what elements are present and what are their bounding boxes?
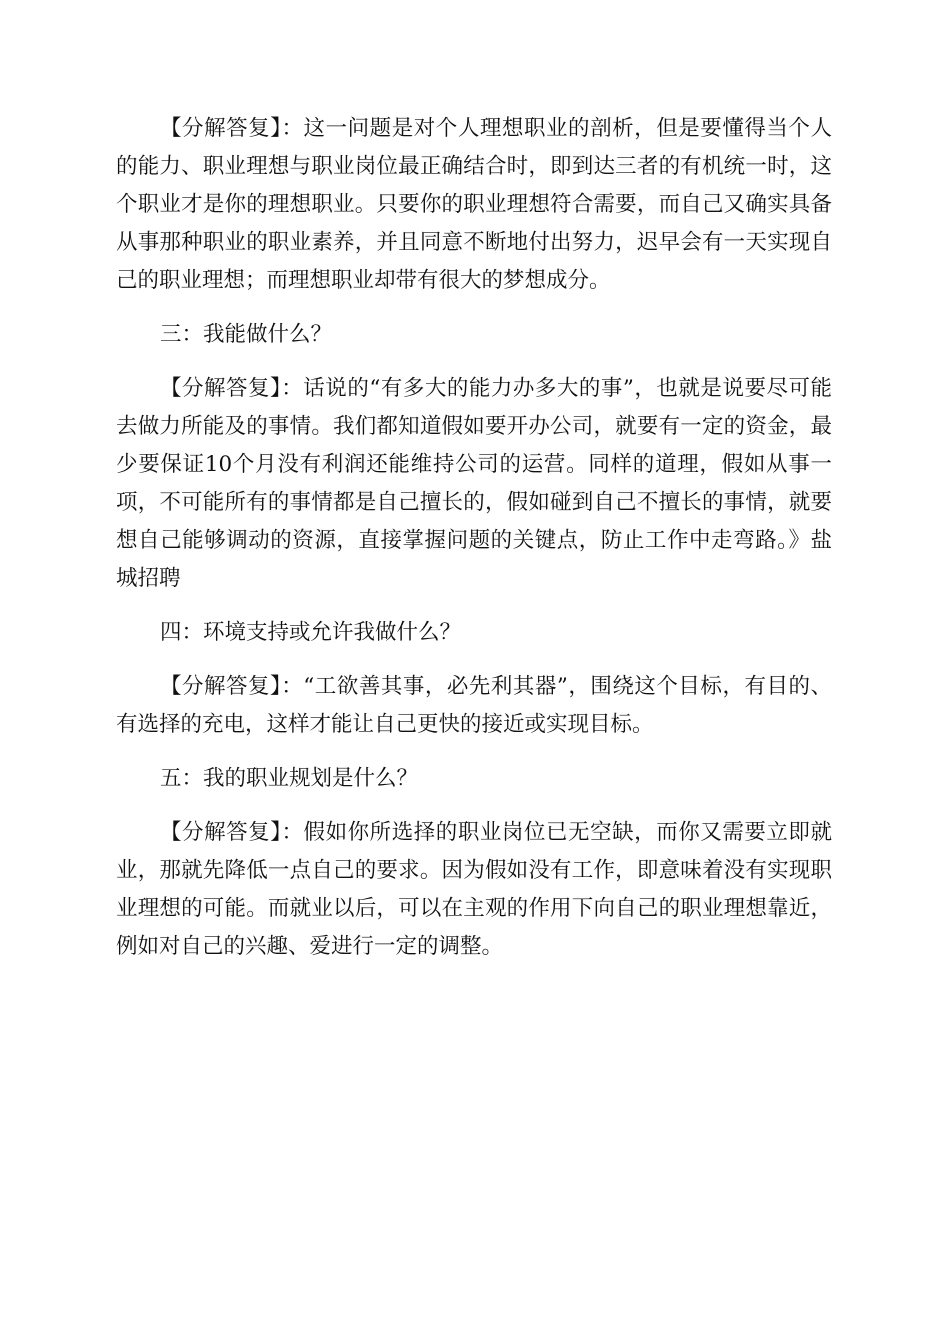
question-heading-3: 三：我能做什么？ (160, 322, 333, 347)
answer-text: ：“工欲善其事，必先利其器”，围绕这个目标，有目的、有选择的充电，这样才能让自己更快的接近或实现目标。 (116, 674, 832, 737)
answer-text: ：假如你所选择的职业岗位已无空缺，而你又需要立即就业，那就先降低一点自己的要求。因为假如没有工作，即意味着没有实现职业理想的可能。而就业以后，可以在主观的作用下向自己的职业理想靠近，例如对自己的兴趣、爱进行一定的调整。 (116, 820, 832, 959)
answer-paragraph-4 (116, 668, 832, 744)
answer-label: 【分解答复】 (160, 674, 282, 699)
question-heading-5: 五：我的职业规划是什么？ (160, 766, 419, 791)
answer-paragraph-3 (116, 370, 832, 598)
answer-label: 【分解答复】 (160, 376, 282, 401)
answer-text: ：话说的“有多大的能力办多大的事”，也就是说要尽可能去做力所能及的事情。我们都知道假如要开办公司，就要有一定的资金，最少要保证10个月没有利润还能维持公司的运营。同样的道理，假如从事一项，不可能所有的事情都是自己擅长的，假如碰到自己不擅长的事情，就要想自己能够调动的资源，直接掌握问题的关键点，防止工作中走弯路。》盐城招聘 (116, 376, 832, 591)
answer-paragraph-5 (116, 814, 832, 966)
question-heading-4: 四：环境支持或允许我做什么？ (160, 620, 462, 645)
answer-label: 【分解答复】 (160, 820, 282, 845)
document-page (116, 110, 832, 982)
answer-label: 【分解答复】 (160, 116, 282, 141)
answer-paragraph-1 (116, 110, 832, 300)
answer-text: ：这一问题是对个人理想职业的剖析，但是要懂得当个人的能力、职业理想与职业岗位最正确结合时，即到达三者的有机统一时，这个职业才是你的理想职业。只要你的职业理想符合需要，而自己又确实具备从事那种职业的职业素养，并且同意不断地付出努力，迟早会有一天实现自己的职业理想；而理想职业却带有很大的梦想成分。 (116, 116, 832, 293)
